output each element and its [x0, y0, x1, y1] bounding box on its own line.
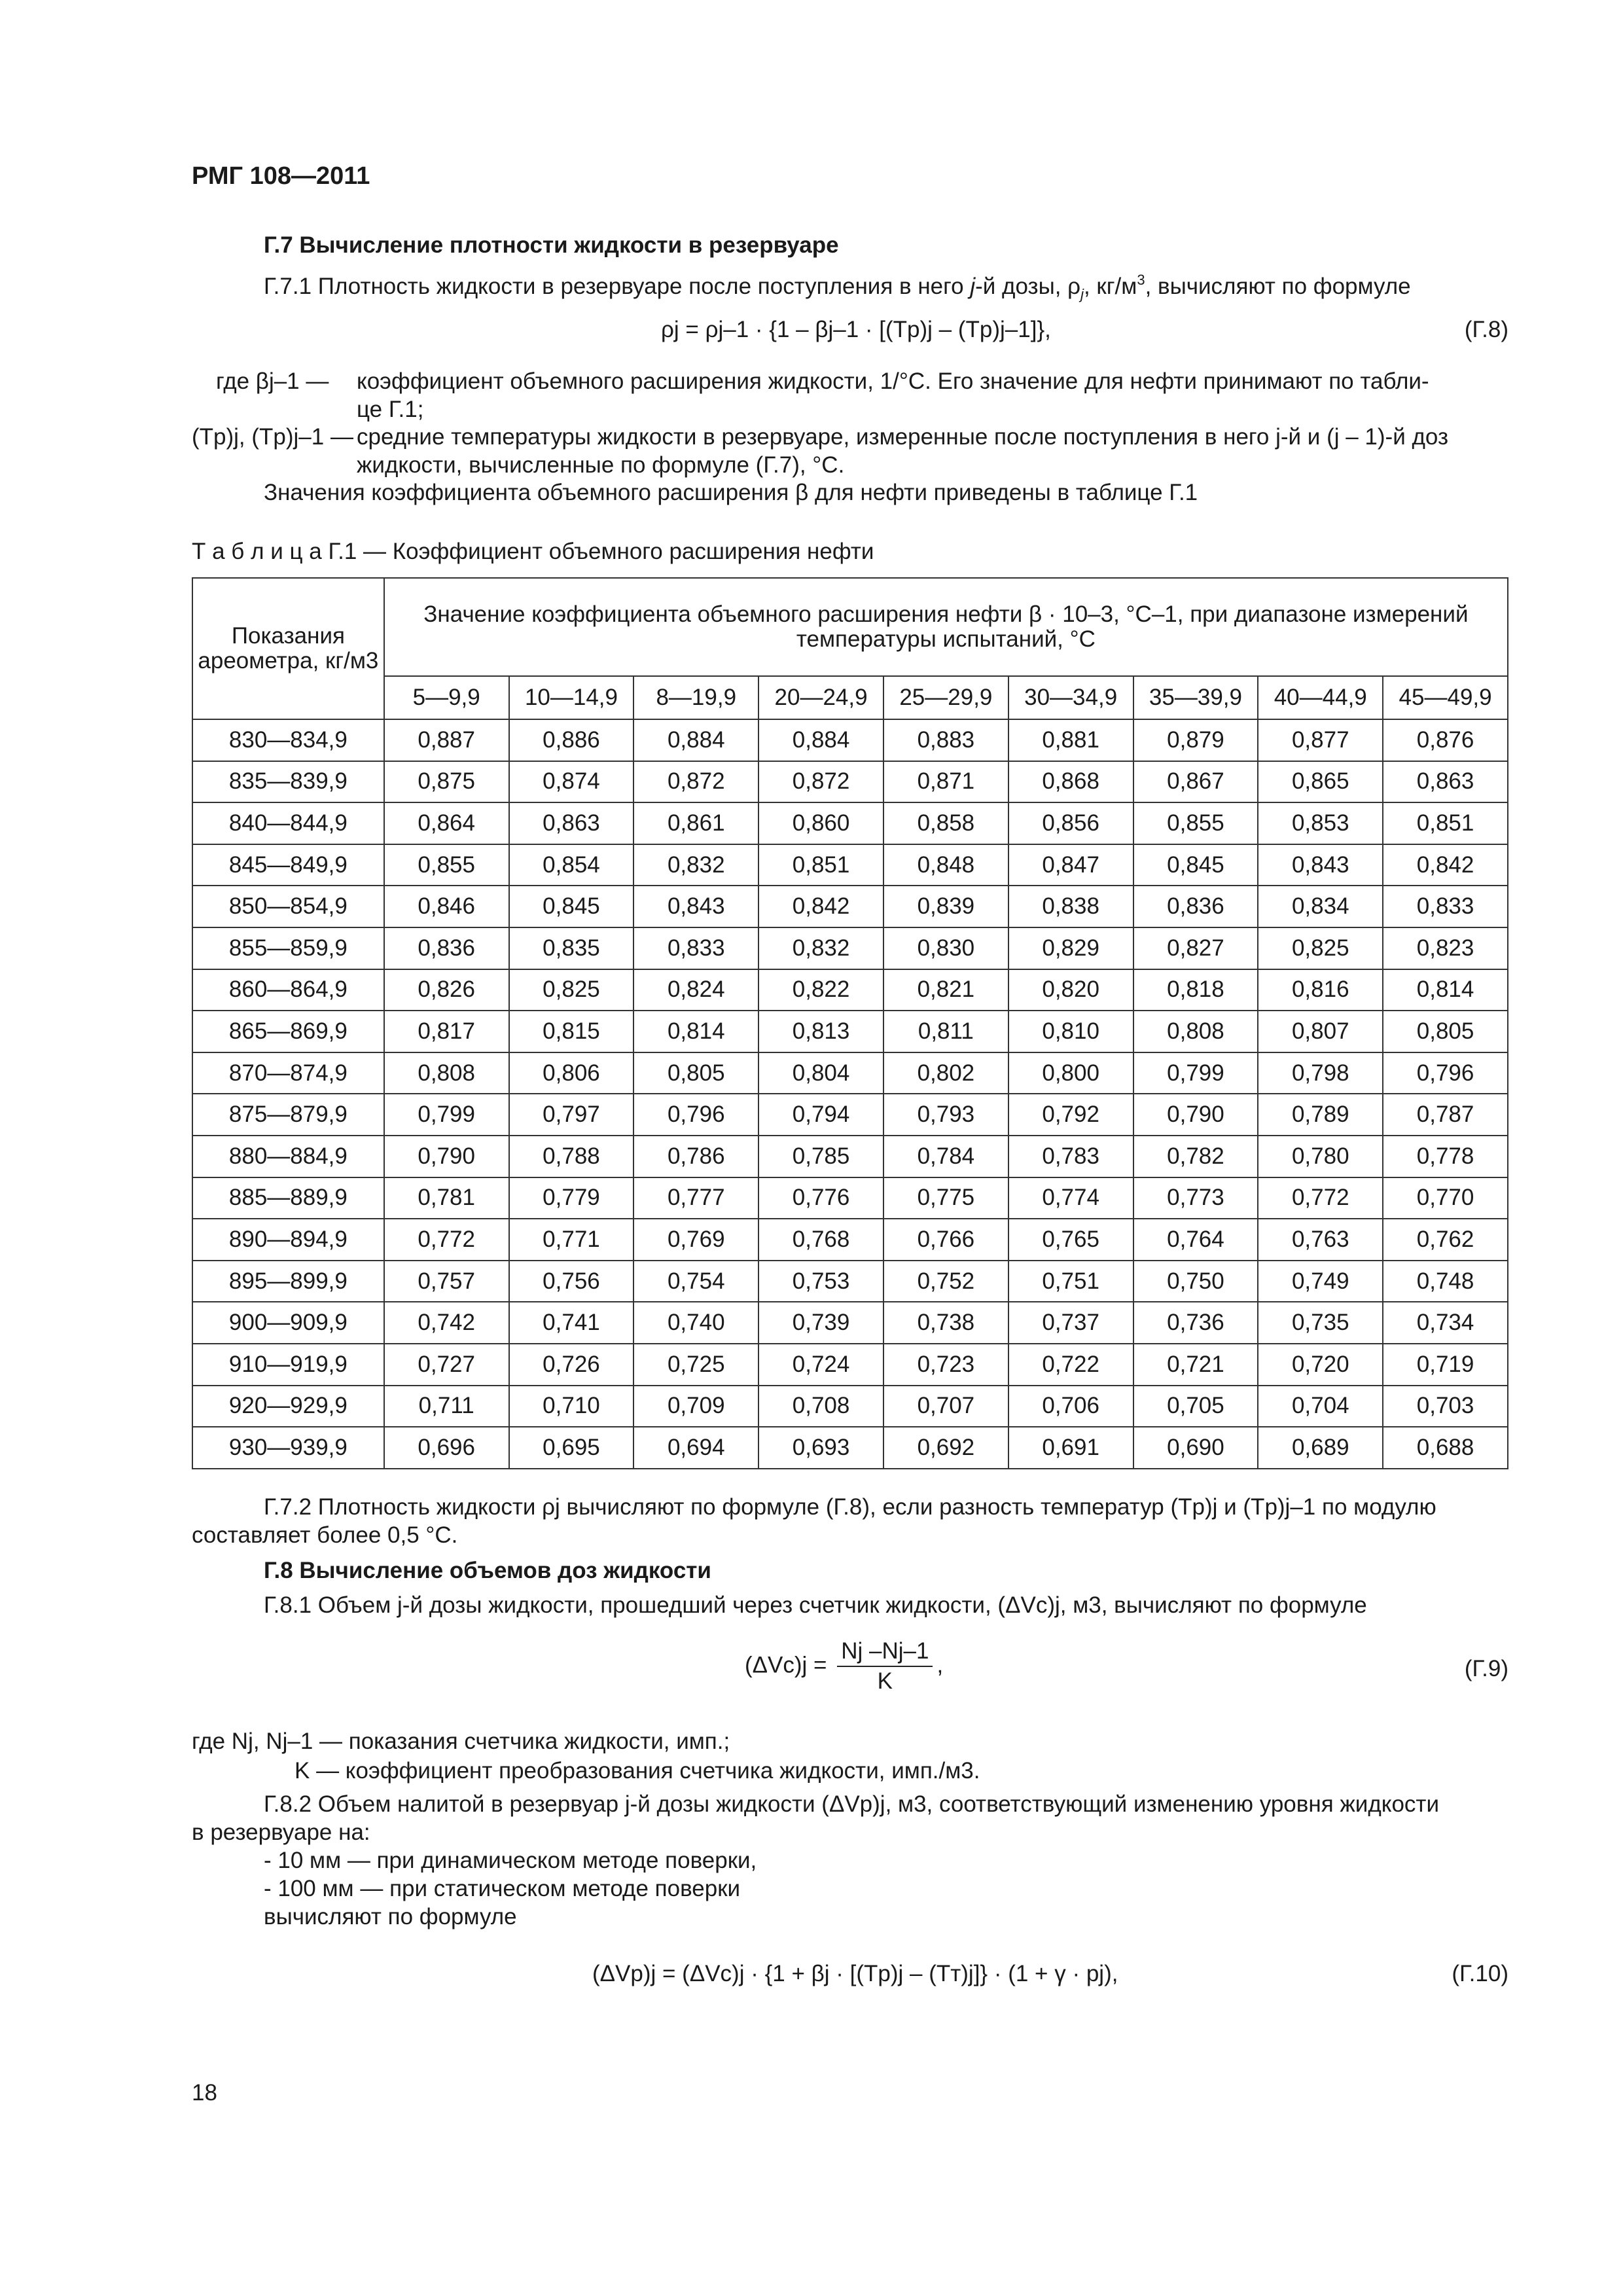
- table-cell: 0,705: [1133, 1386, 1258, 1427]
- where-beta-text: коэффициент объемного расширения жидкости, 1/°С. Его значение для нефти принимают по табли-: [357, 368, 1429, 394]
- table-row: [192, 969, 1508, 1011]
- table-row-label: 930—939,9: [192, 1427, 384, 1469]
- table-cell: 0,784: [883, 1136, 1008, 1177]
- table-cell: 0,775: [883, 1177, 1008, 1219]
- table-cell: 0,868: [1008, 761, 1133, 803]
- table-cell: 0,749: [1258, 1261, 1383, 1302]
- document-header: РМГ 108—2011: [192, 162, 370, 190]
- table-cell: 0,692: [883, 1427, 1008, 1469]
- table-cell: 0,843: [633, 886, 758, 927]
- table-cell: 0,735: [1258, 1302, 1383, 1344]
- table-cell: 0,722: [1008, 1344, 1133, 1386]
- table-cell: 0,779: [509, 1177, 634, 1219]
- table-cell: 0,691: [1008, 1427, 1133, 1469]
- table-cell: 0,723: [883, 1344, 1008, 1386]
- table-body: [192, 719, 1508, 1469]
- table-cell: 0,739: [758, 1302, 883, 1344]
- table-cell: 0,694: [633, 1427, 758, 1469]
- table-cell: 0,792: [1008, 1094, 1133, 1136]
- table-cell: 0,753: [758, 1261, 883, 1302]
- where-temp-label: (Tр)j, (Tр)j–1 —: [192, 424, 353, 450]
- table-cell: 0,763: [1258, 1219, 1383, 1261]
- table-cell: 0,772: [1258, 1177, 1383, 1219]
- table-cell: 0,860: [758, 802, 883, 844]
- table-row: [192, 1094, 1508, 1136]
- table-cell: 0,770: [1383, 1177, 1508, 1219]
- table-cell: 0,734: [1383, 1302, 1508, 1344]
- table-cell: 0,710: [509, 1386, 634, 1427]
- table-cell: 0,872: [633, 761, 758, 803]
- table-cell: 0,741: [509, 1302, 634, 1344]
- table-row: [192, 719, 1508, 761]
- table-cell: 0,842: [758, 886, 883, 927]
- table-cell: 0,811: [883, 1011, 1008, 1052]
- table-cell: 0,757: [384, 1261, 509, 1302]
- table-cell: 0,719: [1383, 1344, 1508, 1386]
- table-cell: 0,777: [633, 1177, 758, 1219]
- table-cell: 0,851: [758, 844, 883, 886]
- table-cell: 0,787: [1383, 1094, 1508, 1136]
- table-col-header: 25—29,9: [883, 676, 1008, 719]
- table-cell: 0,764: [1133, 1219, 1258, 1261]
- table-header-group: Значение коэффициента объемного расширения нефти β · 10–3, °С–1, при диапазоне измерений температуры испытаний, °С: [384, 578, 1508, 676]
- table-cell: 0,721: [1133, 1344, 1258, 1386]
- table-cell: 0,847: [1008, 844, 1133, 886]
- list-item-static: - 100 мм — при статическом методе поверки: [264, 1876, 741, 1901]
- table-cell: 0,778: [1383, 1136, 1508, 1177]
- table-cell: 0,825: [509, 969, 634, 1011]
- table-cell: 0,766: [883, 1219, 1008, 1261]
- table-cell: 0,887: [384, 719, 509, 761]
- table-row: [192, 1386, 1508, 1427]
- paragraph-g7-2: Г.7.2 Плотность жидкости ρj вычисляют по формуле (Г.8), если разность температур (Tр)j и (Tр)j–1 по модулю: [264, 1494, 1436, 1520]
- table-row-label: 835—839,9: [192, 761, 384, 803]
- table-row-label: 890—894,9: [192, 1219, 384, 1261]
- table-cell: 0,836: [1133, 886, 1258, 927]
- table-cell: 0,826: [384, 969, 509, 1011]
- table-cell: 0,796: [1383, 1052, 1508, 1094]
- table-cell: 0,703: [1383, 1386, 1508, 1427]
- coefficient-table: [192, 577, 1508, 1469]
- formula-g9-number: (Г.9): [1464, 1656, 1508, 1681]
- table-cell: 0,790: [1133, 1094, 1258, 1136]
- table-cell: 0,806: [509, 1052, 634, 1094]
- table-cell: 0,845: [509, 886, 634, 927]
- table-cell: 0,881: [1008, 719, 1133, 761]
- table-cell: 0,835: [509, 927, 634, 969]
- table-cell: 0,709: [633, 1386, 758, 1427]
- table-cell: 0,773: [1133, 1177, 1258, 1219]
- table-cell: 0,798: [1258, 1052, 1383, 1094]
- table-cell: 0,788: [509, 1136, 634, 1177]
- table-cell: 0,854: [509, 844, 634, 886]
- table-header-density: Показания ареометра, кг/м3: [192, 578, 384, 719]
- table-cell: 0,783: [1008, 1136, 1133, 1177]
- table-cell: 0,737: [1008, 1302, 1133, 1344]
- where-counter: где Nj, Nj–1 — показания счетчика жидкости, имп.;: [192, 1729, 730, 1754]
- table-row: [192, 761, 1508, 803]
- table-row: [192, 1427, 1508, 1469]
- table-cell: 0,825: [1258, 927, 1383, 969]
- table-cell: 0,872: [758, 761, 883, 803]
- table-cell: 0,867: [1133, 761, 1258, 803]
- table-cell: 0,813: [758, 1011, 883, 1052]
- table-cell: 0,707: [883, 1386, 1008, 1427]
- table-cell: 0,874: [509, 761, 634, 803]
- table-cell: 0,704: [1258, 1386, 1383, 1427]
- table-row-label: 900—909,9: [192, 1302, 384, 1344]
- table-row-label: 840—844,9: [192, 802, 384, 844]
- table-row: [192, 1136, 1508, 1177]
- table-cell: 0,834: [1258, 886, 1383, 927]
- formula-g10-number: (Г.10): [1452, 1961, 1508, 1986]
- formula-g8-number: (Г.8): [1464, 317, 1508, 342]
- table-cell: 0,808: [1133, 1011, 1258, 1052]
- table-cell: 0,804: [758, 1052, 883, 1094]
- table-col-header: 45—49,9: [1383, 676, 1508, 719]
- table-cell: 0,752: [883, 1261, 1008, 1302]
- table-cell: 0,768: [758, 1219, 883, 1261]
- table-cell: 0,794: [758, 1094, 883, 1136]
- table-cell: 0,810: [1008, 1011, 1133, 1052]
- paragraph-g8-2-cont: в резервуаре на:: [192, 1820, 370, 1845]
- table-cell: 0,726: [509, 1344, 634, 1386]
- table-col-header: 40—44,9: [1258, 676, 1383, 719]
- table-col-header: 20—24,9: [758, 676, 883, 719]
- table-row-label: 910—919,9: [192, 1344, 384, 1386]
- table-cell: 0,848: [883, 844, 1008, 886]
- table-row-label: 860—864,9: [192, 969, 384, 1011]
- formula-g9-fraction: $\frac{Nj -Nj-1}{K}$: [837, 1638, 933, 1695]
- table-row: [192, 1177, 1508, 1219]
- table-cell: 0,871: [883, 761, 1008, 803]
- where-beta-text-cont: це Г.1;: [357, 397, 424, 422]
- table-cell: 0,827: [1133, 927, 1258, 969]
- table-row-label: 880—884,9: [192, 1136, 384, 1177]
- table-cell: 0,832: [633, 844, 758, 886]
- table-cell: 0,845: [1133, 844, 1258, 886]
- table-cell: 0,720: [1258, 1344, 1383, 1386]
- paragraph-g7-2-cont: составляет более 0,5 °С.: [192, 1522, 458, 1548]
- table-cell: 0,879: [1133, 719, 1258, 761]
- table-cell: 0,756: [509, 1261, 634, 1302]
- table-cell: 0,843: [1258, 844, 1383, 886]
- table-cell: 0,823: [1383, 927, 1508, 969]
- table-cell: 0,789: [1258, 1094, 1383, 1136]
- table-cell: 0,805: [633, 1052, 758, 1094]
- table-cell: 0,782: [1133, 1136, 1258, 1177]
- table-cell: 0,814: [633, 1011, 758, 1052]
- table-cell: 0,805: [1383, 1011, 1508, 1052]
- table-cell: 0,689: [1258, 1427, 1383, 1469]
- where-beta-label: где βj–1 —: [216, 368, 329, 394]
- paragraph-g8-1: Г.8.1 Объем j-й дозы жидкости, прошедший через счетчик жидкости, (ΔVс)j, м3, вычисляют по формуле: [264, 1592, 1367, 1618]
- table-cell: 0,688: [1383, 1427, 1508, 1469]
- table-cell: 0,833: [1383, 886, 1508, 927]
- table-cell: 0,762: [1383, 1219, 1508, 1261]
- paragraph-g8-2: Г.8.2 Объем налитой в резервуар j-й дозы жидкости (ΔVр)j, м3, соответствующий изменению уровня жидкости: [264, 1791, 1440, 1817]
- table-cell: 0,851: [1383, 802, 1508, 844]
- table-cell: 0,765: [1008, 1219, 1133, 1261]
- table-cell: 0,807: [1258, 1011, 1383, 1052]
- table-cell: 0,858: [883, 802, 1008, 844]
- table-cell: 0,790: [384, 1136, 509, 1177]
- table-cell: 0,863: [509, 802, 634, 844]
- table-cell: 0,725: [633, 1344, 758, 1386]
- table-row: [192, 1344, 1508, 1386]
- table-cell: 0,846: [384, 886, 509, 927]
- table-cell: 0,696: [384, 1427, 509, 1469]
- table-cell: 0,771: [509, 1219, 634, 1261]
- beta-note: Значения коэффициента объемного расширения β для нефти приведены в таблице Г.1: [264, 480, 1198, 505]
- where-k: K — коэффициент преобразования счетчика жидкости, имп./м3.: [294, 1758, 980, 1784]
- table-cell: 0,833: [633, 927, 758, 969]
- table-cell: 0,861: [633, 802, 758, 844]
- table-row-label: 865—869,9: [192, 1011, 384, 1052]
- table-cell: 0,855: [384, 844, 509, 886]
- table-row-label: 850—854,9: [192, 886, 384, 927]
- table-row: [192, 1219, 1508, 1261]
- paragraph-g7-1: Г.7.1 Плотность жидкости в резервуаре после поступления в него j-й дозы, $\rho_j$, $кг/м^3$, вычисляют по формуле: [264, 272, 1411, 302]
- table-cell: 0,799: [1133, 1052, 1258, 1094]
- table-cell: 0,853: [1258, 802, 1383, 844]
- table-row-label: 855—859,9: [192, 927, 384, 969]
- table-cell: 0,690: [1133, 1427, 1258, 1469]
- table-row: [192, 1052, 1508, 1094]
- table-cell: 0,818: [1133, 969, 1258, 1011]
- table-col-header: 35—39,9: [1133, 676, 1258, 719]
- table-caption: Т а б л и ц а Г.1 — Коэффициент объемного расширения нефти: [192, 539, 874, 564]
- table-cell: 0,839: [883, 886, 1008, 927]
- paragraph-g8-2-tail: вычисляют по формуле: [264, 1904, 517, 1929]
- table-cell: 0,815: [509, 1011, 634, 1052]
- table-cell: 0,799: [384, 1094, 509, 1136]
- formula-g10: (ΔVр)j = (ΔVс)j · {1 + βj · [(Tр)j – (Tт)j]} · (1 + γ · pj),: [592, 1961, 1118, 1986]
- table-cell: 0,695: [509, 1427, 634, 1469]
- table-cell: 0,808: [384, 1052, 509, 1094]
- formula-g8: ρj = ρj–1 · {1 – βj–1 · [(Tр)j – (Tр)j–1]},: [661, 317, 1051, 342]
- table-cell: 0,781: [384, 1177, 509, 1219]
- table-row: [192, 1011, 1508, 1052]
- table-cell: 0,883: [883, 719, 1008, 761]
- table-row: [192, 927, 1508, 969]
- table-row-label: 870—874,9: [192, 1052, 384, 1094]
- table-cell: 0,785: [758, 1136, 883, 1177]
- table-cell: 0,814: [1383, 969, 1508, 1011]
- table-cell: 0,796: [633, 1094, 758, 1136]
- table-cell: 0,877: [1258, 719, 1383, 761]
- table-cell: 0,838: [1008, 886, 1133, 927]
- table-row: [192, 1261, 1508, 1302]
- table-cell: 0,711: [384, 1386, 509, 1427]
- table-cell: 0,817: [384, 1011, 509, 1052]
- table-cell: 0,836: [384, 927, 509, 969]
- table-row-label: 895—899,9: [192, 1261, 384, 1302]
- table-cell: 0,738: [883, 1302, 1008, 1344]
- table-row: [192, 844, 1508, 886]
- page-number: 18: [192, 2080, 217, 2106]
- section-title-g8: Г.8 Вычисление объемов доз жидкости: [264, 1558, 711, 1583]
- table-cell: 0,830: [883, 927, 1008, 969]
- table-cell: 0,748: [1383, 1261, 1508, 1302]
- section-title-g7: Г.7 Вычисление плотности жидкости в резервуаре: [264, 232, 839, 258]
- table-cell: 0,864: [384, 802, 509, 844]
- table-cell: 0,740: [633, 1302, 758, 1344]
- table-cell: 0,772: [384, 1219, 509, 1261]
- list-item-dynamic: - 10 мм — при динамическом методе поверки,: [264, 1848, 757, 1873]
- table-cell: 0,856: [1008, 802, 1133, 844]
- table-cell: 0,754: [633, 1261, 758, 1302]
- table-cell: 0,820: [1008, 969, 1133, 1011]
- table-cell: 0,724: [758, 1344, 883, 1386]
- formula-g9: (ΔVс)j = $\frac{Nj -Nj-1}{K}$ ,: [745, 1638, 944, 1694]
- table-cell: 0,793: [883, 1094, 1008, 1136]
- table-cell: 0,776: [758, 1177, 883, 1219]
- table-cell: 0,708: [758, 1386, 883, 1427]
- table-col-header: 30—34,9: [1008, 676, 1133, 719]
- table-row-label: 920—929,9: [192, 1386, 384, 1427]
- table-cell: 0,884: [633, 719, 758, 761]
- table-subheader-row: [192, 676, 1508, 719]
- table-row-label: 885—889,9: [192, 1177, 384, 1219]
- table-cell: 0,816: [1258, 969, 1383, 1011]
- table-row: [192, 802, 1508, 844]
- table-cell: 0,832: [758, 927, 883, 969]
- table-row-label: 845—849,9: [192, 844, 384, 886]
- table-cell: 0,751: [1008, 1261, 1133, 1302]
- table-cell: 0,884: [758, 719, 883, 761]
- table-cell: 0,750: [1133, 1261, 1258, 1302]
- where-temp-text: средние температуры жидкости в резервуаре, измеренные после поступления в него j-й и (j – 1)-й доз: [357, 424, 1449, 450]
- table-col-header: 10—14,9: [509, 676, 634, 719]
- table-row-label: 830—834,9: [192, 719, 384, 761]
- table-cell: 0,774: [1008, 1177, 1133, 1219]
- table-cell: 0,800: [1008, 1052, 1133, 1094]
- table-cell: 0,706: [1008, 1386, 1133, 1427]
- table-cell: 0,802: [883, 1052, 1008, 1094]
- table-cell: 0,822: [758, 969, 883, 1011]
- table-cell: 0,727: [384, 1344, 509, 1386]
- table-cell: 0,886: [509, 719, 634, 761]
- table-col-header: 5—9,9: [384, 676, 509, 719]
- table-cell: 0,829: [1008, 927, 1133, 969]
- table-row: [192, 1302, 1508, 1344]
- table-cell: 0,824: [633, 969, 758, 1011]
- table-cell: 0,742: [384, 1302, 509, 1344]
- table-cell: 0,865: [1258, 761, 1383, 803]
- table-cell: 0,769: [633, 1219, 758, 1261]
- table-cell: 0,875: [384, 761, 509, 803]
- table-cell: 0,780: [1258, 1136, 1383, 1177]
- table-cell: 0,876: [1383, 719, 1508, 761]
- table-cell: 0,786: [633, 1136, 758, 1177]
- where-temp-text-cont: жидкости, вычисленные по формуле (Г.7), °С.: [357, 452, 845, 478]
- table-cell: 0,842: [1383, 844, 1508, 886]
- table-cell: 0,797: [509, 1094, 634, 1136]
- table-cell: 0,736: [1133, 1302, 1258, 1344]
- table-col-header: 8—19,9: [633, 676, 758, 719]
- table-cell: 0,855: [1133, 802, 1258, 844]
- table-row-label: 875—879,9: [192, 1094, 384, 1136]
- table-cell: 0,693: [758, 1427, 883, 1469]
- table-cell: 0,821: [883, 969, 1008, 1011]
- table-row: [192, 886, 1508, 927]
- table-cell: 0,863: [1383, 761, 1508, 803]
